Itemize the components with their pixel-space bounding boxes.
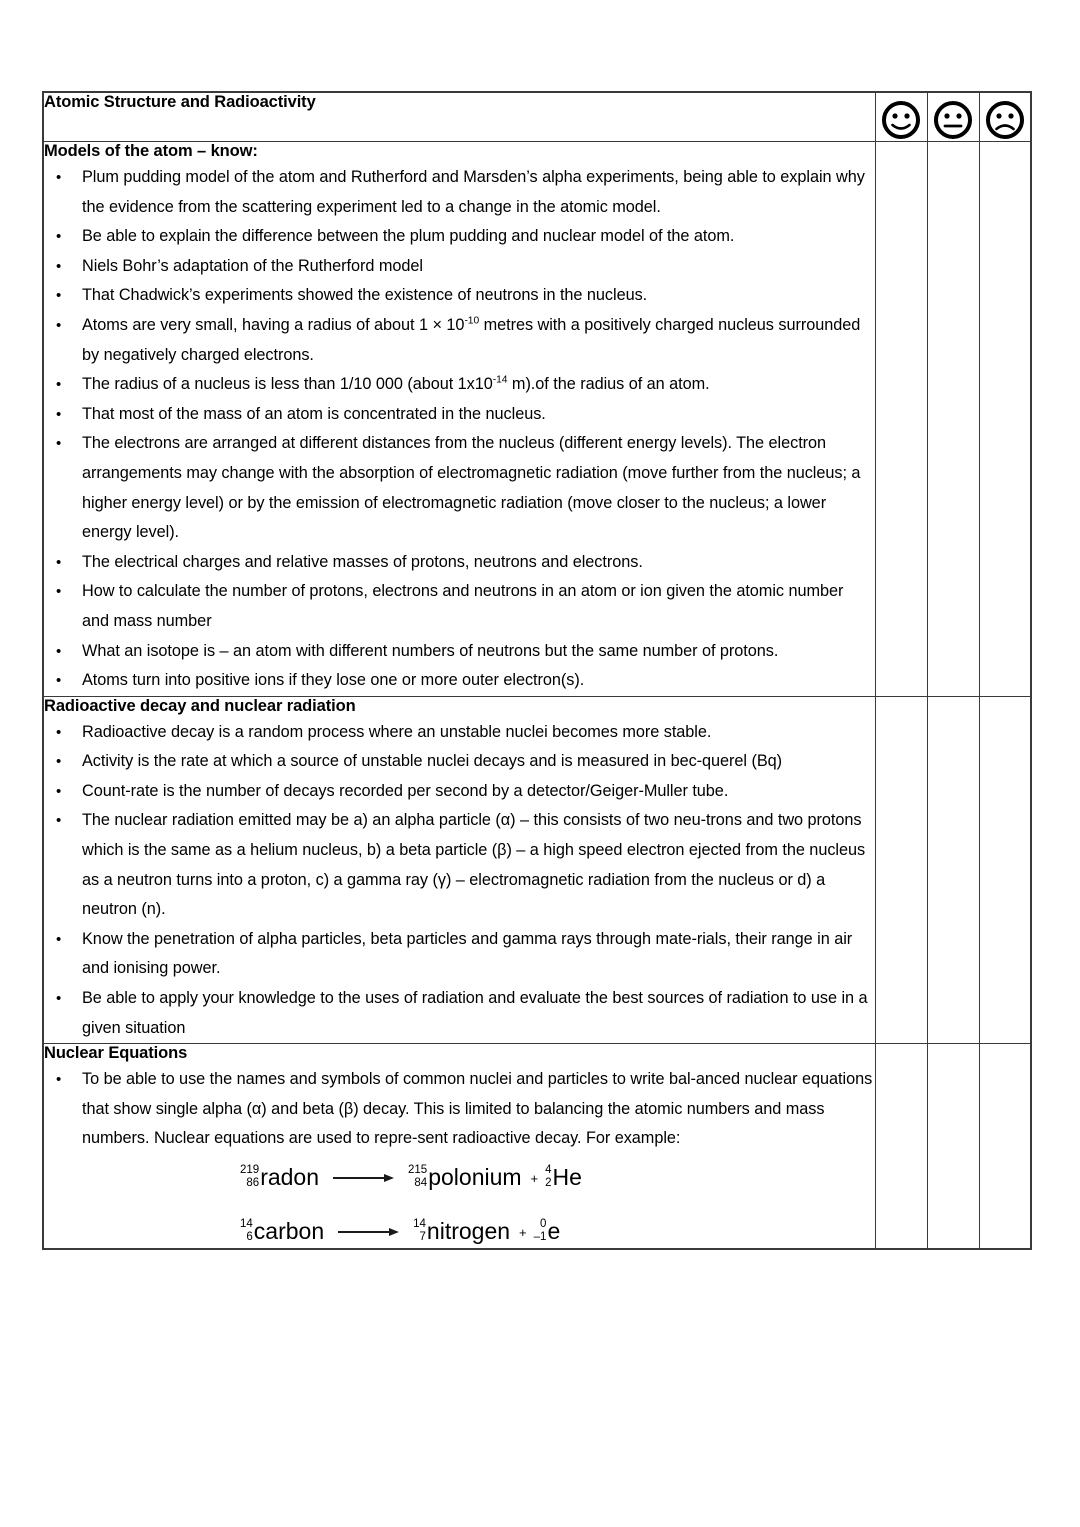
list-item: • Be able to apply your knowledge to the uses of radiation and evaluate the best sources of radiation to use in a given situation (44, 984, 875, 1043)
list-item: • Radioactive decay is a random process where an unstable nuclei becomes more stable. (44, 718, 875, 748)
nuclide-numbers (240, 1164, 259, 1190)
section-content-nuclear-equations (43, 1044, 875, 1249)
confidence-cell-neutral[interactable] (927, 1044, 979, 1249)
list-item: • Activity is the rate at which a source of unstable nuclei decays and is measured in bec-querel (Bq) (44, 747, 875, 777)
confidence-cell-sad[interactable] (979, 696, 1031, 1044)
exponent: -14 (492, 374, 508, 386)
list-item: • Be able to explain the difference between the plum pudding and nuclear model of the atom. (44, 222, 875, 252)
section-row-models-of-the-atom (43, 142, 1031, 697)
reaction-arrow-icon (333, 1174, 394, 1182)
happy-face-icon (880, 99, 922, 141)
plus-sign: + (530, 1170, 539, 1186)
atomic-number: 84 (414, 1177, 428, 1189)
section-bullet-list (44, 163, 875, 696)
section-heading: Models of the atom – know: (44, 142, 258, 160)
revision-checklist-table (42, 91, 1032, 1250)
atomic-number: 2 (545, 1177, 552, 1189)
element-name: radon (260, 1163, 320, 1190)
sad-face-icon (984, 99, 1026, 141)
nuclear-equations-group (44, 1164, 875, 1244)
exponent: -10 (464, 315, 480, 327)
atomic-number: 86 (246, 1177, 260, 1189)
confidence-cell-happy[interactable] (875, 1044, 927, 1249)
list-item: • Atoms turn into positive ions if they lose one or more outer electron(s). (44, 666, 875, 696)
mass-number: 4 (545, 1163, 552, 1176)
page-title: Atomic Structure and Radioactivity (44, 93, 316, 111)
reaction-arrow-icon (338, 1228, 399, 1236)
atomic-number: 6 (246, 1231, 253, 1243)
nuclide-radon (240, 1164, 319, 1190)
list-item: • Plum pudding model of the atom and Rutherford and Marsden’s alpha experiments, being able to explain why the evidence from the scattering experiment led to a change in the atomic model. (44, 163, 875, 222)
confidence-cell-neutral[interactable] (927, 696, 979, 1044)
list-item: • The electrical charges and relative masses of protons, neutrons and electrons. (44, 548, 875, 578)
element-symbol: e (547, 1217, 561, 1244)
list-item: • Atoms are very small, having a radius of about $1 \times 10^{-10}$ metres with a positively charged nucleus surrounded by negatively charged electrons. (44, 311, 875, 370)
list-item: • That Chadwick’s experiments showed the existence of neutrons in the nucleus. (44, 281, 875, 311)
section-heading: Radioactive decay and nuclear radiation (44, 696, 356, 715)
atomic-number: 7 (419, 1231, 426, 1243)
mass-number: 215 (408, 1163, 428, 1176)
section-row-nuclear-equations (43, 1044, 1031, 1249)
mass-number: 0 (540, 1217, 547, 1230)
confidence-column-sad[interactable] (979, 92, 1031, 142)
list-item: • The radius of a nucleus is less than 1/10 000 (about $1x10^{-14}$ m).of the radius of an atom. (44, 370, 875, 400)
table-header-row (43, 92, 1031, 142)
list-item: • Niels Bohr’s adaptation of the Rutherford model (44, 252, 875, 282)
nuclide-nitrogen (413, 1218, 510, 1244)
confidence-cell-sad[interactable] (979, 142, 1031, 697)
nuclide-numbers (408, 1164, 427, 1190)
confidence-cell-sad[interactable] (979, 1044, 1031, 1249)
section-bullet-list (44, 1065, 875, 1154)
confidence-column-happy[interactable] (875, 92, 927, 142)
nuclear-equation-beta-decay (44, 1218, 875, 1244)
element-name: polonium (428, 1163, 522, 1190)
atomic-number: –1 (533, 1231, 547, 1243)
checklist-page (42, 91, 1030, 1250)
confidence-cell-happy[interactable] (875, 142, 927, 697)
plus-sign: + (519, 1224, 527, 1240)
list-item: • How to calculate the number of protons, electrons and neutrons in an atom or ion given the atomic number and mass number (44, 577, 875, 636)
confidence-cell-neutral[interactable] (927, 142, 979, 697)
list-item: • That most of the mass of an atom is concentrated in the nucleus. (44, 400, 875, 430)
nuclide-numbers (545, 1164, 551, 1190)
list-item: • The nuclear radiation emitted may be a) an alpha particle (α) – this consists of two neu-trons and two protons which is the same as a helium nucleus, b) a beta particle (β) – a high speed electron ejected from the nucleus as a neutron turns into a proton, c) a gamma ray (γ) – electromagnetic radiation from the nucleus or d) a neutron (n). (44, 806, 875, 924)
confidence-column-neutral[interactable] (927, 92, 979, 142)
nuclide-helium (545, 1164, 582, 1190)
topic-title-cell (43, 92, 875, 142)
section-row-radioactive-decay (43, 696, 1031, 1044)
section-heading: Nuclear Equations (44, 1044, 188, 1063)
confidence-cell-happy[interactable] (875, 696, 927, 1044)
nuclide-numbers (413, 1218, 426, 1244)
section-content-models-of-the-atom (43, 142, 875, 697)
mass-number: 14 (413, 1217, 426, 1230)
neutral-face-icon (932, 99, 974, 141)
list-item: • What an isotope is – an atom with different numbers of neutrons but the same number of protons. (44, 637, 875, 667)
list-item: • To be able to use the names and symbols of common nuclei and particles to write bal-anced nuclear equations that show single alpha (α) and beta (β) decay. This is limited to balancing the atomic numbers and mass numbers. Nuclear equations are used to repre-sent radioactive decay. For example: (44, 1065, 875, 1154)
mass-number: 219 (240, 1163, 260, 1176)
nuclide-carbon (240, 1218, 324, 1244)
mass-number: 14 (240, 1217, 253, 1230)
list-item: • Know the penetration of alpha particles, beta particles and gamma rays through mate-rials, their range in air and ionising power. (44, 925, 875, 984)
nuclide-numbers (534, 1218, 547, 1244)
section-content-radioactive-decay (43, 696, 875, 1044)
list-item: • Count-rate is the number of decays recorded per second by a detector/Geiger-Muller tube. (44, 777, 875, 807)
nuclide-electron (534, 1218, 561, 1244)
nuclear-equation-alpha-decay (44, 1164, 875, 1190)
nuclide-numbers (240, 1218, 253, 1244)
section-bullet-list (44, 718, 875, 1044)
element-name: nitrogen (426, 1217, 511, 1244)
element-symbol: He (552, 1163, 582, 1190)
nuclide-polonium (408, 1164, 522, 1190)
element-name: carbon (253, 1217, 325, 1244)
list-item: • The electrons are arranged at different distances from the nucleus (different energy levels). The electron arrangements may change with the absorption of electromagnetic radiation (move further from the nucleus; a higher energy level) or by the emission of electromagnetic radiation (move closer to the nucleus; a lower energy level). (44, 429, 875, 547)
